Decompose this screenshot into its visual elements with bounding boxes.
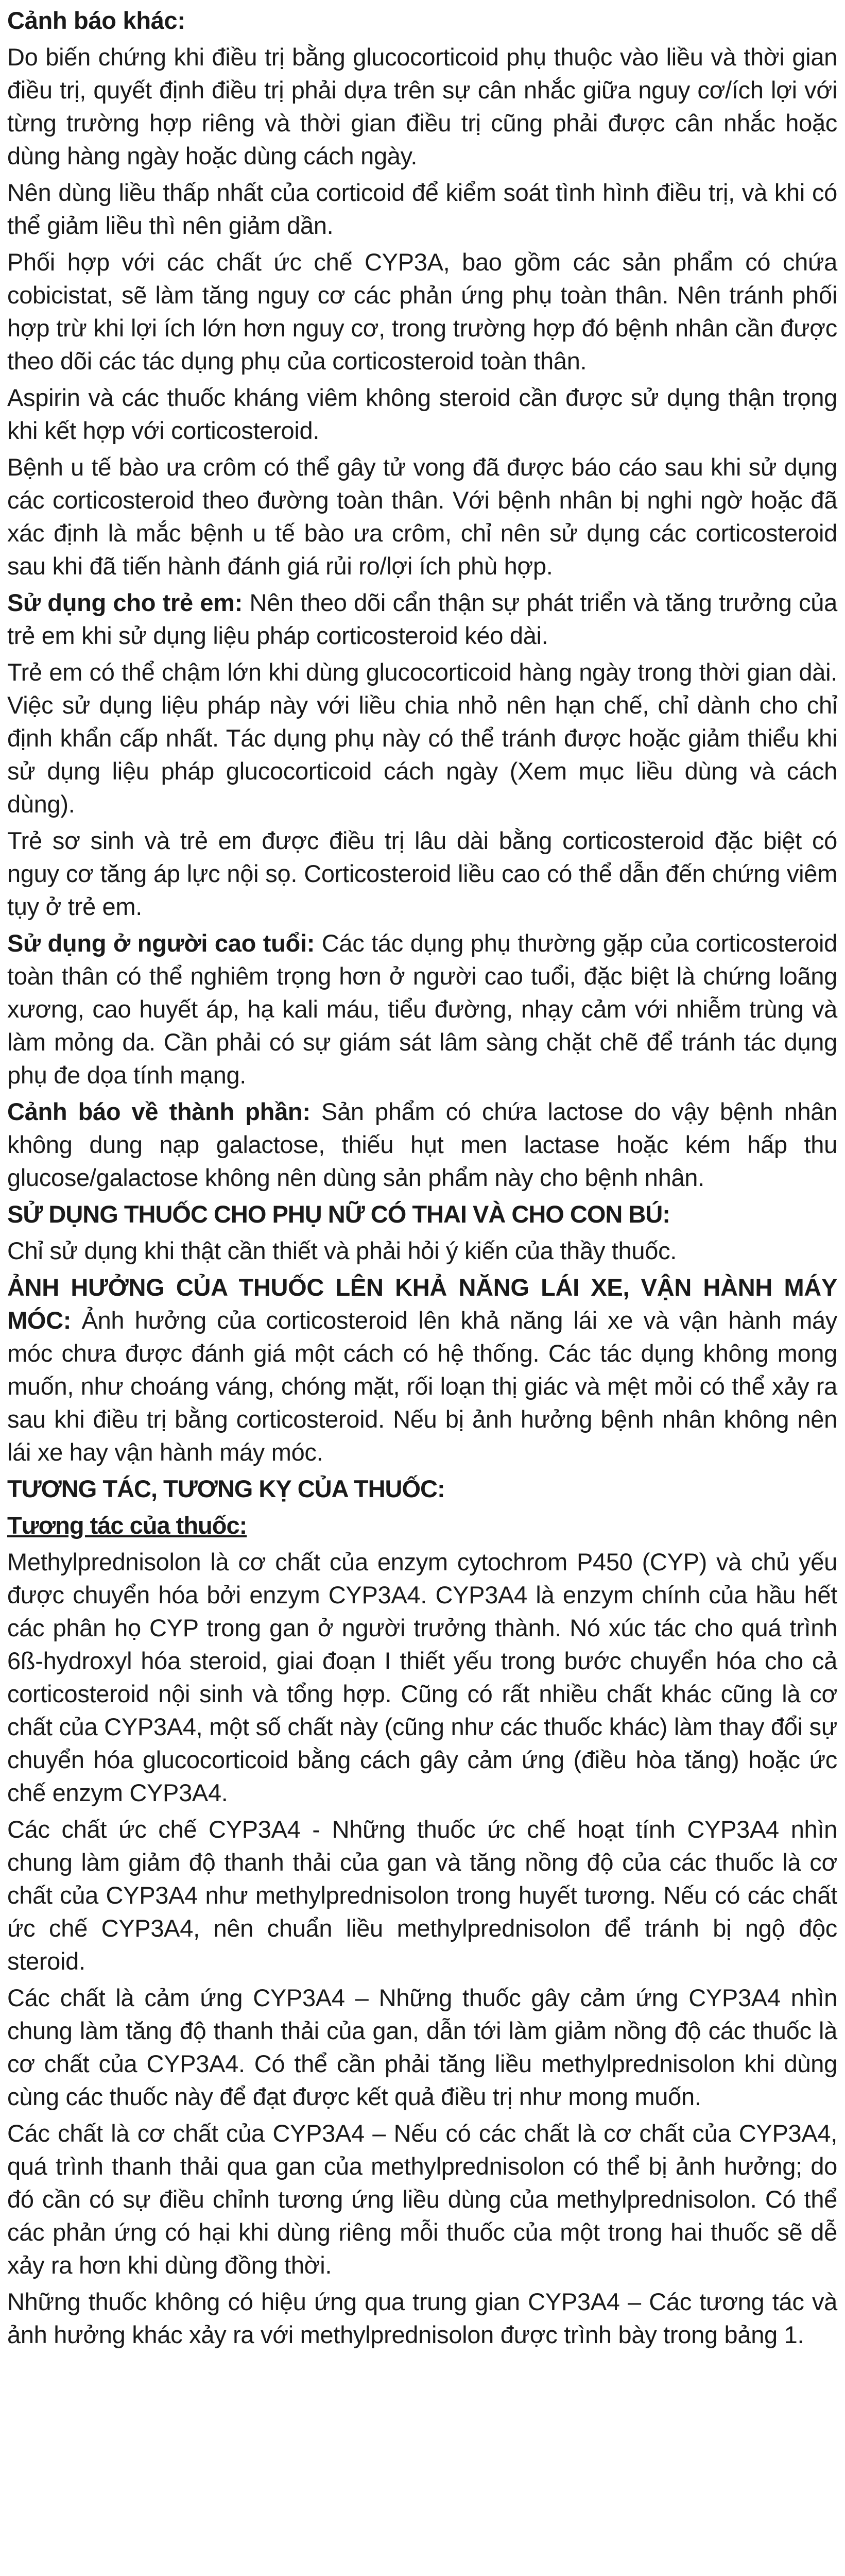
- paragraph: [7, 1546, 837, 1809]
- paragraph-text: Các chất ức chế CYP3A4 - Những thuốc ức chế hoạt tính CYP3A4 nhìn chung làm giảm độ thanh thải của gan và tăng nồng độ của các thuốc là cơ chất của CYP3A4 như methylprednisolon trong huyết tương. Nếu có các chất ức chế CYP3A4, nên chuẩn liều methylprednisolon để tránh bị ngộ độc steroid.: [7, 1816, 837, 1975]
- paragraph-text: Chỉ sử dụng khi thật cần thiết và phải hỏi ý kiến của thầy thuốc.: [7, 1237, 677, 1264]
- paragraph: [7, 381, 837, 447]
- paragraph: [7, 176, 837, 242]
- paragraph: [7, 824, 837, 923]
- paragraph: [7, 246, 837, 378]
- paragraph-label: TƯƠNG TÁC, TƯƠNG KỴ CỦA THUỐC:: [7, 1475, 445, 1502]
- paragraph: [7, 1234, 837, 1267]
- paragraph: [7, 2285, 837, 2351]
- paragraph-text: Do biến chứng khi điều trị bằng glucocorticoid phụ thuộc vào liều và thời gian điều trị, quyết định điều trị phải dựa trên sự cân nhắc giữa nguy cơ/ích lợi với từng trường hợp riêng và thời gian điều trị cũng phải được cân nhắc hoặc dùng hàng ngày hoặc dùng cách ngày.: [7, 43, 837, 170]
- paragraph-text: Các tác dụng phụ thường gặp của corticosteroid toàn thân có thể nghiêm trọng hơn ở người cao tuổi, đặc biệt là chứng loãng xương, cao huyết áp, hạ kali máu, tiểu đường, nhạy cảm với nhiễm trùng và làm mỏng da. Cần phải có sự giám sát lâm sàng chặt chẽ để tránh tác dụng phụ đe dọa tính mạng.: [7, 929, 837, 1089]
- section-heading: [7, 1509, 837, 1542]
- paragraph-text: Trẻ sơ sinh và trẻ em được điều trị lâu dài bằng corticosteroid đặc biệt có nguy cơ tăng áp lực nội sọ. Corticosteroid liều cao có thể dẫn đến chứng viêm tụy ở trẻ em.: [7, 827, 837, 920]
- paragraph-text: Methylprednisolon là cơ chất của enzym cytochrom P450 (CYP) và chủ yếu được chuyển hóa bởi enzym CYP3A4. CYP3A4 là enzym chính của hầu hết các phân họ CYP trong gan ở người trưởng thành. Nó xúc tác cho quá trình 6ß-hydroxyl hóa steroid, giai đoạn I thiết yếu trong bước chuyển hóa cho cả corticosteroid nội sinh và tổng hợp. Cũng có rất nhiều chất khác cũng là cơ chất của CYP3A4, một số chất này (cũng như các thuốc khác) làm thay đổi sự chuyển hóa glucocorticoid bằng cách gây cảm ứng (điều hòa tăng) hoặc ức chế enzym CYP3A4.: [7, 1548, 837, 1806]
- paragraph-text: Phối hợp với các chất ức chế CYP3A, bao gồm các sản phẩm có chứa cobicistat, sẽ làm tăng nguy cơ các phản ứng phụ toàn thân. Nên tránh phối hợp trừ khi lợi ích lớn hơn nguy cơ, trong trường hợp đó bệnh nhân cần được theo dõi các tác dụng phụ của corticosteroid toàn thân.: [7, 248, 837, 375]
- paragraph-label: SỬ DỤNG THUỐC CHO PHỤ NỮ CÓ THAI VÀ CHO CON BÚ:: [7, 1200, 670, 1228]
- paragraph-label: Sử dụng cho trẻ em:: [7, 589, 243, 616]
- paragraph-label: Cảnh báo về thành phần:: [7, 1098, 311, 1125]
- paragraph: [7, 1813, 837, 1978]
- section-heading: [7, 1198, 837, 1231]
- paragraph-text: Các chất là cảm ứng CYP3A4 – Những thuốc gây cảm ứng CYP3A4 nhìn chung làm tăng độ thanh thải của gan, dẫn tới làm giảm nồng độ các thuốc là cơ chất của CYP3A4. Có thể cần phải tăng liều methylprednisolon khi dùng cùng các thuốc này để đạt được kết quả điều trị như mong muốn.: [7, 1984, 837, 2110]
- paragraph-text: Trẻ em có thể chậm lớn khi dùng glucocorticoid hàng ngày trong thời gian dài. Việc sử dụng liệu pháp này với liều chia nhỏ nên hạn chế, chỉ dành cho chỉ định khẩn cấp nhất. Tác dụng phụ này có thể tránh được hoặc giảm thiểu khi sử dụng liệu pháp glucocorticoid cách ngày (Xem mục liều dùng và cách dùng).: [7, 658, 837, 818]
- paragraph-label: Tương tác của thuốc:: [7, 1512, 247, 1539]
- paragraph: [7, 927, 837, 1092]
- paragraph-text: Sản phẩm có chứa lactose do vậy bệnh nhân không dung nạp galactose, thiếu hụt men lactase hoặc kém hấp thu glucose/galactose không nên dùng sản phẩm này cho bệnh nhân.: [7, 1098, 837, 1191]
- paragraph-text: Những thuốc không có hiệu ứng qua trung gian CYP3A4 – Các tương tác và ảnh hưởng khác xảy ra với methylprednisolon được trình bày trong bảng 1.: [7, 2288, 837, 2348]
- paragraph-label: ẢNH HƯỞNG CỦA THUỐC LÊN KHẢ NĂNG LÁI XE, VẬN HÀNH MÁY MÓC:: [7, 1274, 837, 1334]
- section-heading: [7, 1472, 837, 1505]
- paragraph-text: Aspirin và các thuốc kháng viêm không steroid cần được sử dụng thận trọng khi kết hợp với corticosteroid.: [7, 384, 837, 444]
- paragraph-text: Nên dùng liều thấp nhất của corticoid để kiểm soát tình hình điều trị, và khi có thể giảm liều thì nên giảm dần.: [7, 179, 837, 239]
- paragraph: [7, 1095, 837, 1194]
- paragraph-label: Cảnh báo khác:: [7, 7, 185, 34]
- paragraph-text: Nên theo dõi cẩn thận sự phát triển và tăng trưởng của trẻ em khi sử dụng liệu pháp corticosteroid kéo dài.: [7, 589, 837, 649]
- paragraph-text: Ảnh hưởng của corticosteroid lên khả năng lái xe và vận hành máy móc chưa được đánh giá một cách có hệ thống. Các tác dụng không mong muốn, như choáng váng, chóng mặt, rối loạn thị giác và mệt mỏi có thể xảy ra sau khi điều trị bằng corticosteroid. Nếu bị ảnh hưởng bệnh nhân không nên lái xe hay vận hành máy móc.: [7, 1307, 837, 1466]
- paragraph: [7, 586, 837, 652]
- paragraph: [7, 1981, 837, 2113]
- document-page: [7, 4, 837, 2355]
- paragraph-label: Sử dụng ở người cao tuổi:: [7, 929, 315, 957]
- paragraph: [7, 451, 837, 583]
- paragraph-text: Bệnh u tế bào ưa crôm có thể gây tử vong đã được báo cáo sau khi sử dụng các corticosteroid theo đường toàn thân. Với bệnh nhân bị nghi ngờ hoặc đã xác định là mắc bệnh u tế bào ưa crôm, chỉ nên sử dụng các corticosteroid sau khi đã tiến hành đánh giá rủi ro/lợi ích phù hợp.: [7, 453, 837, 580]
- paragraph: [7, 4, 837, 37]
- paragraph: [7, 41, 837, 173]
- paragraph: [7, 656, 837, 821]
- paragraph-text: Các chất là cơ chất của CYP3A4 – Nếu có các chất là cơ chất của CYP3A4, quá trình thanh thải qua gan của methylprednisolon có thể bị ảnh hưởng; do đó cần có sự điều chỉnh tương ứng liều dùng của methylprednisolon. Có thể các phản ứng có hại khi dùng riêng mỗi thuốc của một trong hai thuốc sẽ dễ xảy ra hơn khi dùng đồng thời.: [7, 2120, 837, 2279]
- paragraph: [7, 2117, 837, 2282]
- paragraph: [7, 1271, 837, 1469]
